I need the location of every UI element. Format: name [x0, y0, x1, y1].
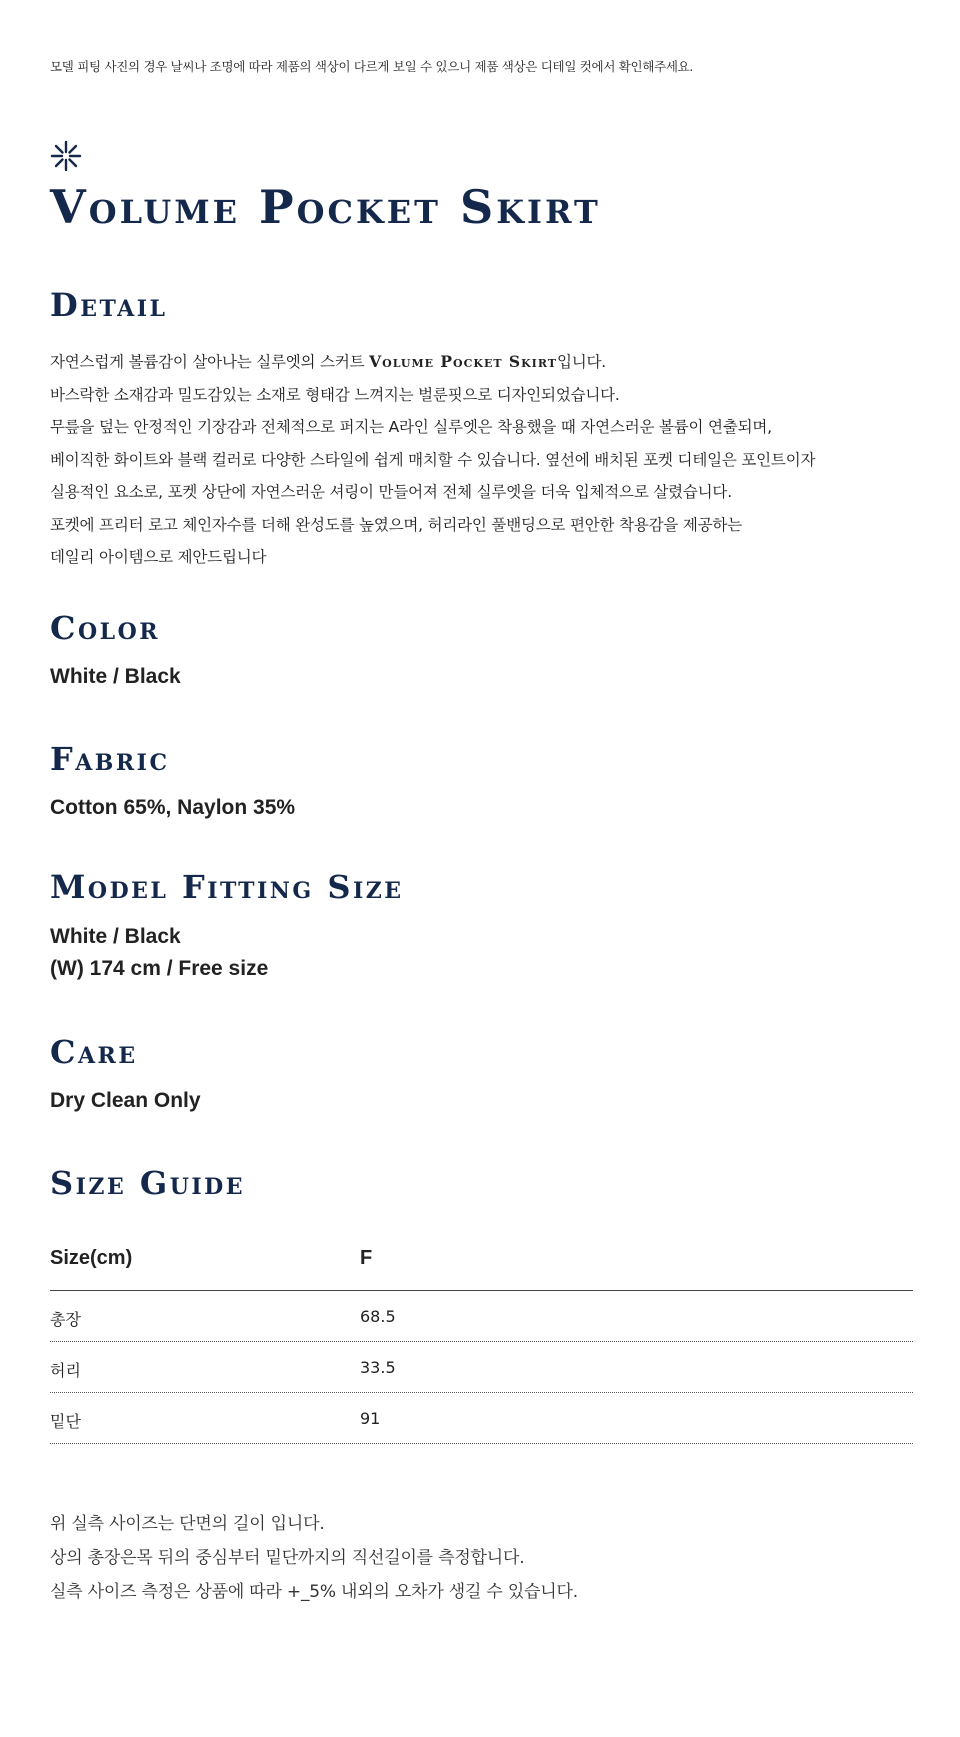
detail-line: 무릎을 덮는 안정적인 기장감과 전체적으로 퍼지는 A라인 실루엣은 착용했을 때 자연스러운 볼륨이 연출되며, — [50, 418, 772, 436]
snowflake-asterisk-icon — [50, 140, 82, 172]
fabric-heading: Fabric — [50, 740, 170, 778]
fabric-value: Cotton 65%, Naylon 35% — [50, 796, 296, 819]
detail-description — [50, 346, 910, 574]
model-fitting-heading: Model Fitting Size — [50, 868, 404, 906]
size-column-header: Size(cm) — [50, 1247, 133, 1269]
measurement-notes — [50, 1507, 578, 1609]
size-table-header — [50, 1233, 913, 1291]
size-table — [50, 1233, 913, 1444]
table-row — [50, 1393, 913, 1444]
detail-line: 포켓에 프리터 로고 체인자수를 더해 완성도를 높였으며, 허리라인 풀밴딩으로 편안한 착용감을 제공하는 — [50, 515, 742, 534]
care-heading: Care — [50, 1033, 138, 1071]
color-value: White / Black — [50, 665, 181, 688]
detail-line — [50, 346, 910, 379]
free-size-column-header: F — [360, 1247, 373, 1269]
product-title: Volume Pocket Skirt — [50, 180, 601, 234]
note-line: 상의 총장은목 뒤의 중심부터 밑단까지의 직선길이를 측정합니다. — [50, 1548, 525, 1568]
color-heading: Color — [50, 609, 161, 647]
row-label: 밑단 — [50, 1412, 81, 1431]
detail-line: 실용적인 요소로, 포켓 상단에 자연스러운 셔링이 만들어져 전체 실루엣을 더욱 입체적으로 살렸습니다. — [50, 483, 732, 501]
detail-heading: Detail — [50, 286, 168, 324]
detail-line: 바스락한 소재감과 밀도감있는 소재로 형태감 느껴지는 벌룬핏으로 디자인되었습니다. — [50, 385, 620, 404]
model-fitting-color: White / Black — [50, 925, 181, 948]
model-fitting-size: (W) 174 cm / Free size — [50, 957, 269, 980]
detail-line-prefix: 자연스럽게 볼륨감이 살아나는 실루엣의 스커트 — [50, 353, 370, 371]
table-row — [50, 1291, 913, 1342]
row-label: 허리 — [50, 1361, 81, 1380]
detail-product-name: Volume Pocket Skirt — [369, 352, 557, 371]
color-notice: 모델 피팅 사진의 경우 날씨나 조명에 따라 제품의 색상이 다르게 보일 수 있으니 제품 색상은 디테일 컷에서 확인해주세요. — [50, 59, 694, 74]
detail-line-suffix: 입니다. — [556, 353, 606, 371]
row-value: 68.5 — [360, 1307, 396, 1326]
care-value: Dry Clean Only — [50, 1089, 201, 1112]
row-value: 33.5 — [360, 1358, 396, 1377]
note-line: 실측 사이즈 측정은 상품에 따라 +_5% 내외의 오차가 생길 수 있습니다. — [50, 1582, 578, 1602]
row-value: 91 — [360, 1409, 381, 1428]
detail-line: 베이직한 화이트와 블랙 컬러로 다양한 스타일에 쉽게 매치할 수 있습니다. 옆선에 배치된 포켓 디테일은 포인트이자 — [50, 450, 816, 469]
table-row — [50, 1342, 913, 1393]
note-line: 위 실측 사이즈는 단면의 길이 입니다. — [50, 1514, 325, 1534]
detail-line: 데일리 아이템으로 제안드립니다 — [50, 548, 267, 566]
size-guide-heading: Size Guide — [50, 1164, 246, 1202]
row-label: 총장 — [50, 1310, 81, 1329]
